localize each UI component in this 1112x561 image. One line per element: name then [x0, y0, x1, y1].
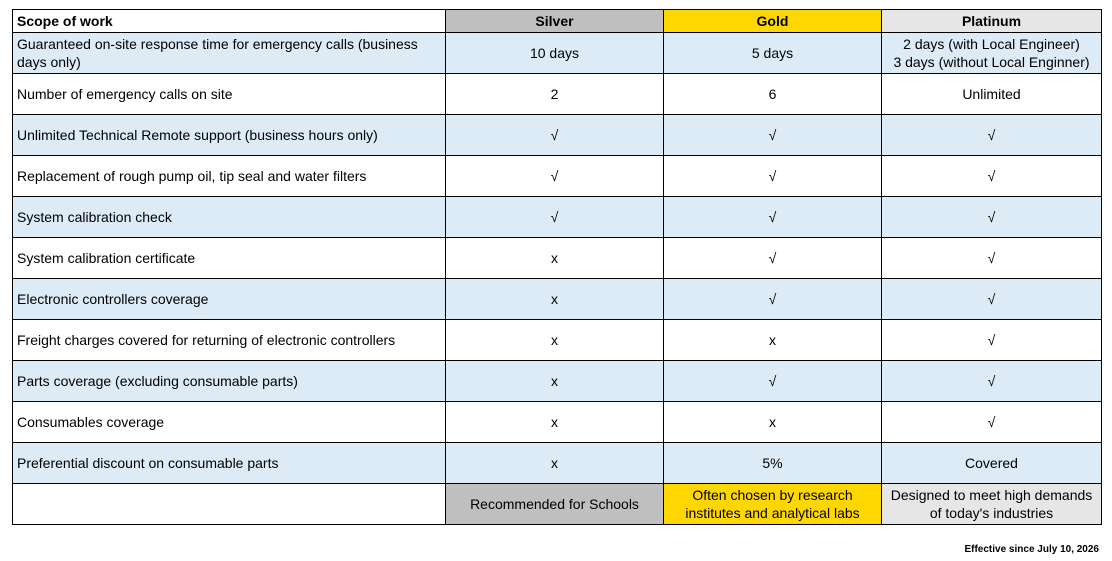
platinum-cell [882, 33, 1102, 74]
platinum-recommendation [882, 484, 1102, 525]
gold-recommendation-line: Often chosen by research [692, 487, 853, 503]
table-row [13, 74, 1102, 115]
platinum-recommendation-line: Designed to meet high demands [890, 487, 1093, 503]
silver-cell: x [446, 443, 664, 484]
table-row [13, 361, 1102, 402]
gold-cell: √ [664, 238, 882, 279]
gold-cell: 6 [664, 74, 882, 115]
footer-empty-cell [13, 484, 446, 525]
table-row [13, 197, 1102, 238]
row-label: Guaranteed on-site response time for emergency calls (business days only) [13, 33, 446, 74]
header-row [13, 10, 1102, 33]
platinum-cell-line: 2 days (with Local Engineer) [903, 36, 1080, 52]
silver-cell: x [446, 320, 664, 361]
platinum-cell: Covered [882, 443, 1102, 484]
gold-cell: √ [664, 279, 882, 320]
table-row [13, 33, 1102, 74]
gold-cell: √ [664, 156, 882, 197]
row-label: Replacement of rough pump oil, tip seal and water filters [13, 156, 446, 197]
row-label: Consumables coverage [13, 402, 446, 443]
row-label: Preferential discount on consumable parts [13, 443, 446, 484]
gold-cell: 5% [664, 443, 882, 484]
platinum-header: Platinum [882, 10, 1102, 33]
row-label: System calibration certificate [13, 238, 446, 279]
platinum-cell: √ [882, 402, 1102, 443]
silver-cell: √ [446, 156, 664, 197]
row-label: Number of emergency calls on site [13, 74, 446, 115]
silver-cell: 2 [446, 74, 664, 115]
gold-cell: 5 days [664, 33, 882, 74]
gold-cell: √ [664, 197, 882, 238]
table-row [13, 156, 1102, 197]
gold-cell: x [664, 402, 882, 443]
silver-cell: 10 days [446, 33, 664, 74]
table-row [13, 279, 1102, 320]
gold-header: Gold [664, 10, 882, 33]
table-row [13, 238, 1102, 279]
table-row [13, 320, 1102, 361]
silver-cell: √ [446, 115, 664, 156]
silver-cell: √ [446, 197, 664, 238]
table-row [13, 115, 1102, 156]
gold-cell: √ [664, 361, 882, 402]
platinum-cell: Unlimited [882, 74, 1102, 115]
row-label: Parts coverage (excluding consumable parts) [13, 361, 446, 402]
silver-cell: x [446, 361, 664, 402]
platinum-cell: √ [882, 197, 1102, 238]
platinum-cell: √ [882, 320, 1102, 361]
platinum-recommendation-line: of today's industries [929, 505, 1054, 521]
platinum-cell: √ [882, 115, 1102, 156]
table-row [13, 443, 1102, 484]
platinum-cell: √ [882, 156, 1102, 197]
gold-recommendation-line: institutes and analytical labs [685, 505, 860, 521]
silver-recommendation: Recommended for Schools [446, 484, 664, 525]
platinum-cell: √ [882, 238, 1102, 279]
footer-row [13, 484, 1102, 525]
service-plan-table [12, 9, 1102, 525]
platinum-cell: √ [882, 279, 1102, 320]
gold-cell: √ [664, 115, 882, 156]
row-label: Electronic controllers coverage [13, 279, 446, 320]
scope-header: Scope of work [13, 10, 446, 33]
platinum-cell-line: 3 days (without Local Enginner) [893, 54, 1090, 70]
row-label: Unlimited Technical Remote support (business hours only) [13, 115, 446, 156]
silver-cell: x [446, 238, 664, 279]
silver-header: Silver [446, 10, 664, 33]
row-label: System calibration check [13, 197, 446, 238]
silver-cell: x [446, 279, 664, 320]
silver-cell: x [446, 402, 664, 443]
platinum-cell: √ [882, 361, 1102, 402]
gold-cell: x [664, 320, 882, 361]
row-label: Freight charges covered for returning of electronic controllers [13, 320, 446, 361]
table-row [13, 402, 1102, 443]
effective-date-note: Effective since July 10, 2026 [964, 544, 1099, 555]
gold-recommendation [664, 484, 882, 525]
